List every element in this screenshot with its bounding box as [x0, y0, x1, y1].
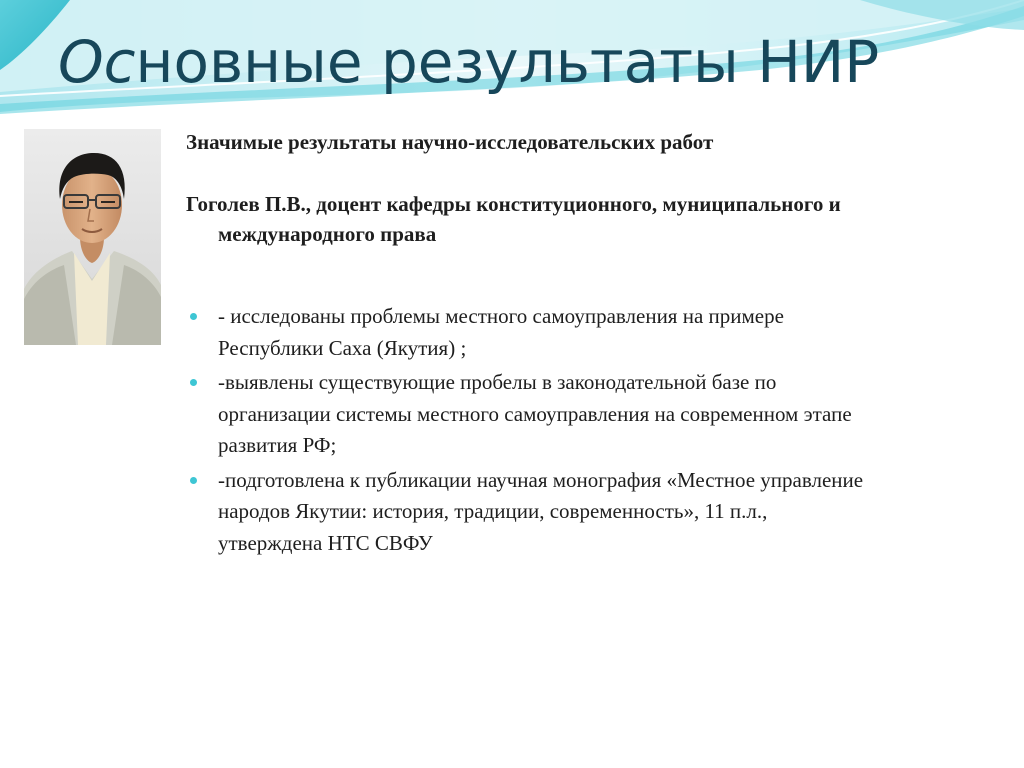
- list-item: [186, 367, 866, 462]
- bullet-dot-icon: [190, 477, 197, 484]
- portrait-image: [24, 129, 161, 345]
- slide-title: [58, 22, 879, 102]
- list-item-text: -выявлены существующие пробелы в законодательной базе по организации системы местного самоуправления на современном этапе развития РФ;: [218, 370, 852, 457]
- bullet-dot-icon: [190, 313, 197, 320]
- bullet-dot-icon: [190, 379, 197, 386]
- author-photo: [24, 129, 161, 345]
- list-item: [186, 301, 866, 364]
- list-item: [186, 465, 866, 560]
- list-item-text: - исследованы проблемы местного самоуправления на примере Республики Саха (Якутия) ;: [218, 304, 784, 360]
- slide-title-rest: новные результаты НИР: [135, 28, 880, 96]
- slide-title-first: Ос: [58, 28, 136, 96]
- slide-body: [186, 127, 866, 562]
- author-info: Гоголев П.В., доцент кафедры конституционного, муниципального и международного права: [186, 192, 841, 246]
- results-list: [186, 301, 866, 559]
- results-heading: Значимые результаты научно-исследовательских работ: [186, 130, 714, 154]
- list-item-text: -подготовлена к публикации научная монография «Местное управление народов Якутии: история, традиции, современность», 11 п.л., утверждена НТС СВФУ: [218, 467, 864, 555]
